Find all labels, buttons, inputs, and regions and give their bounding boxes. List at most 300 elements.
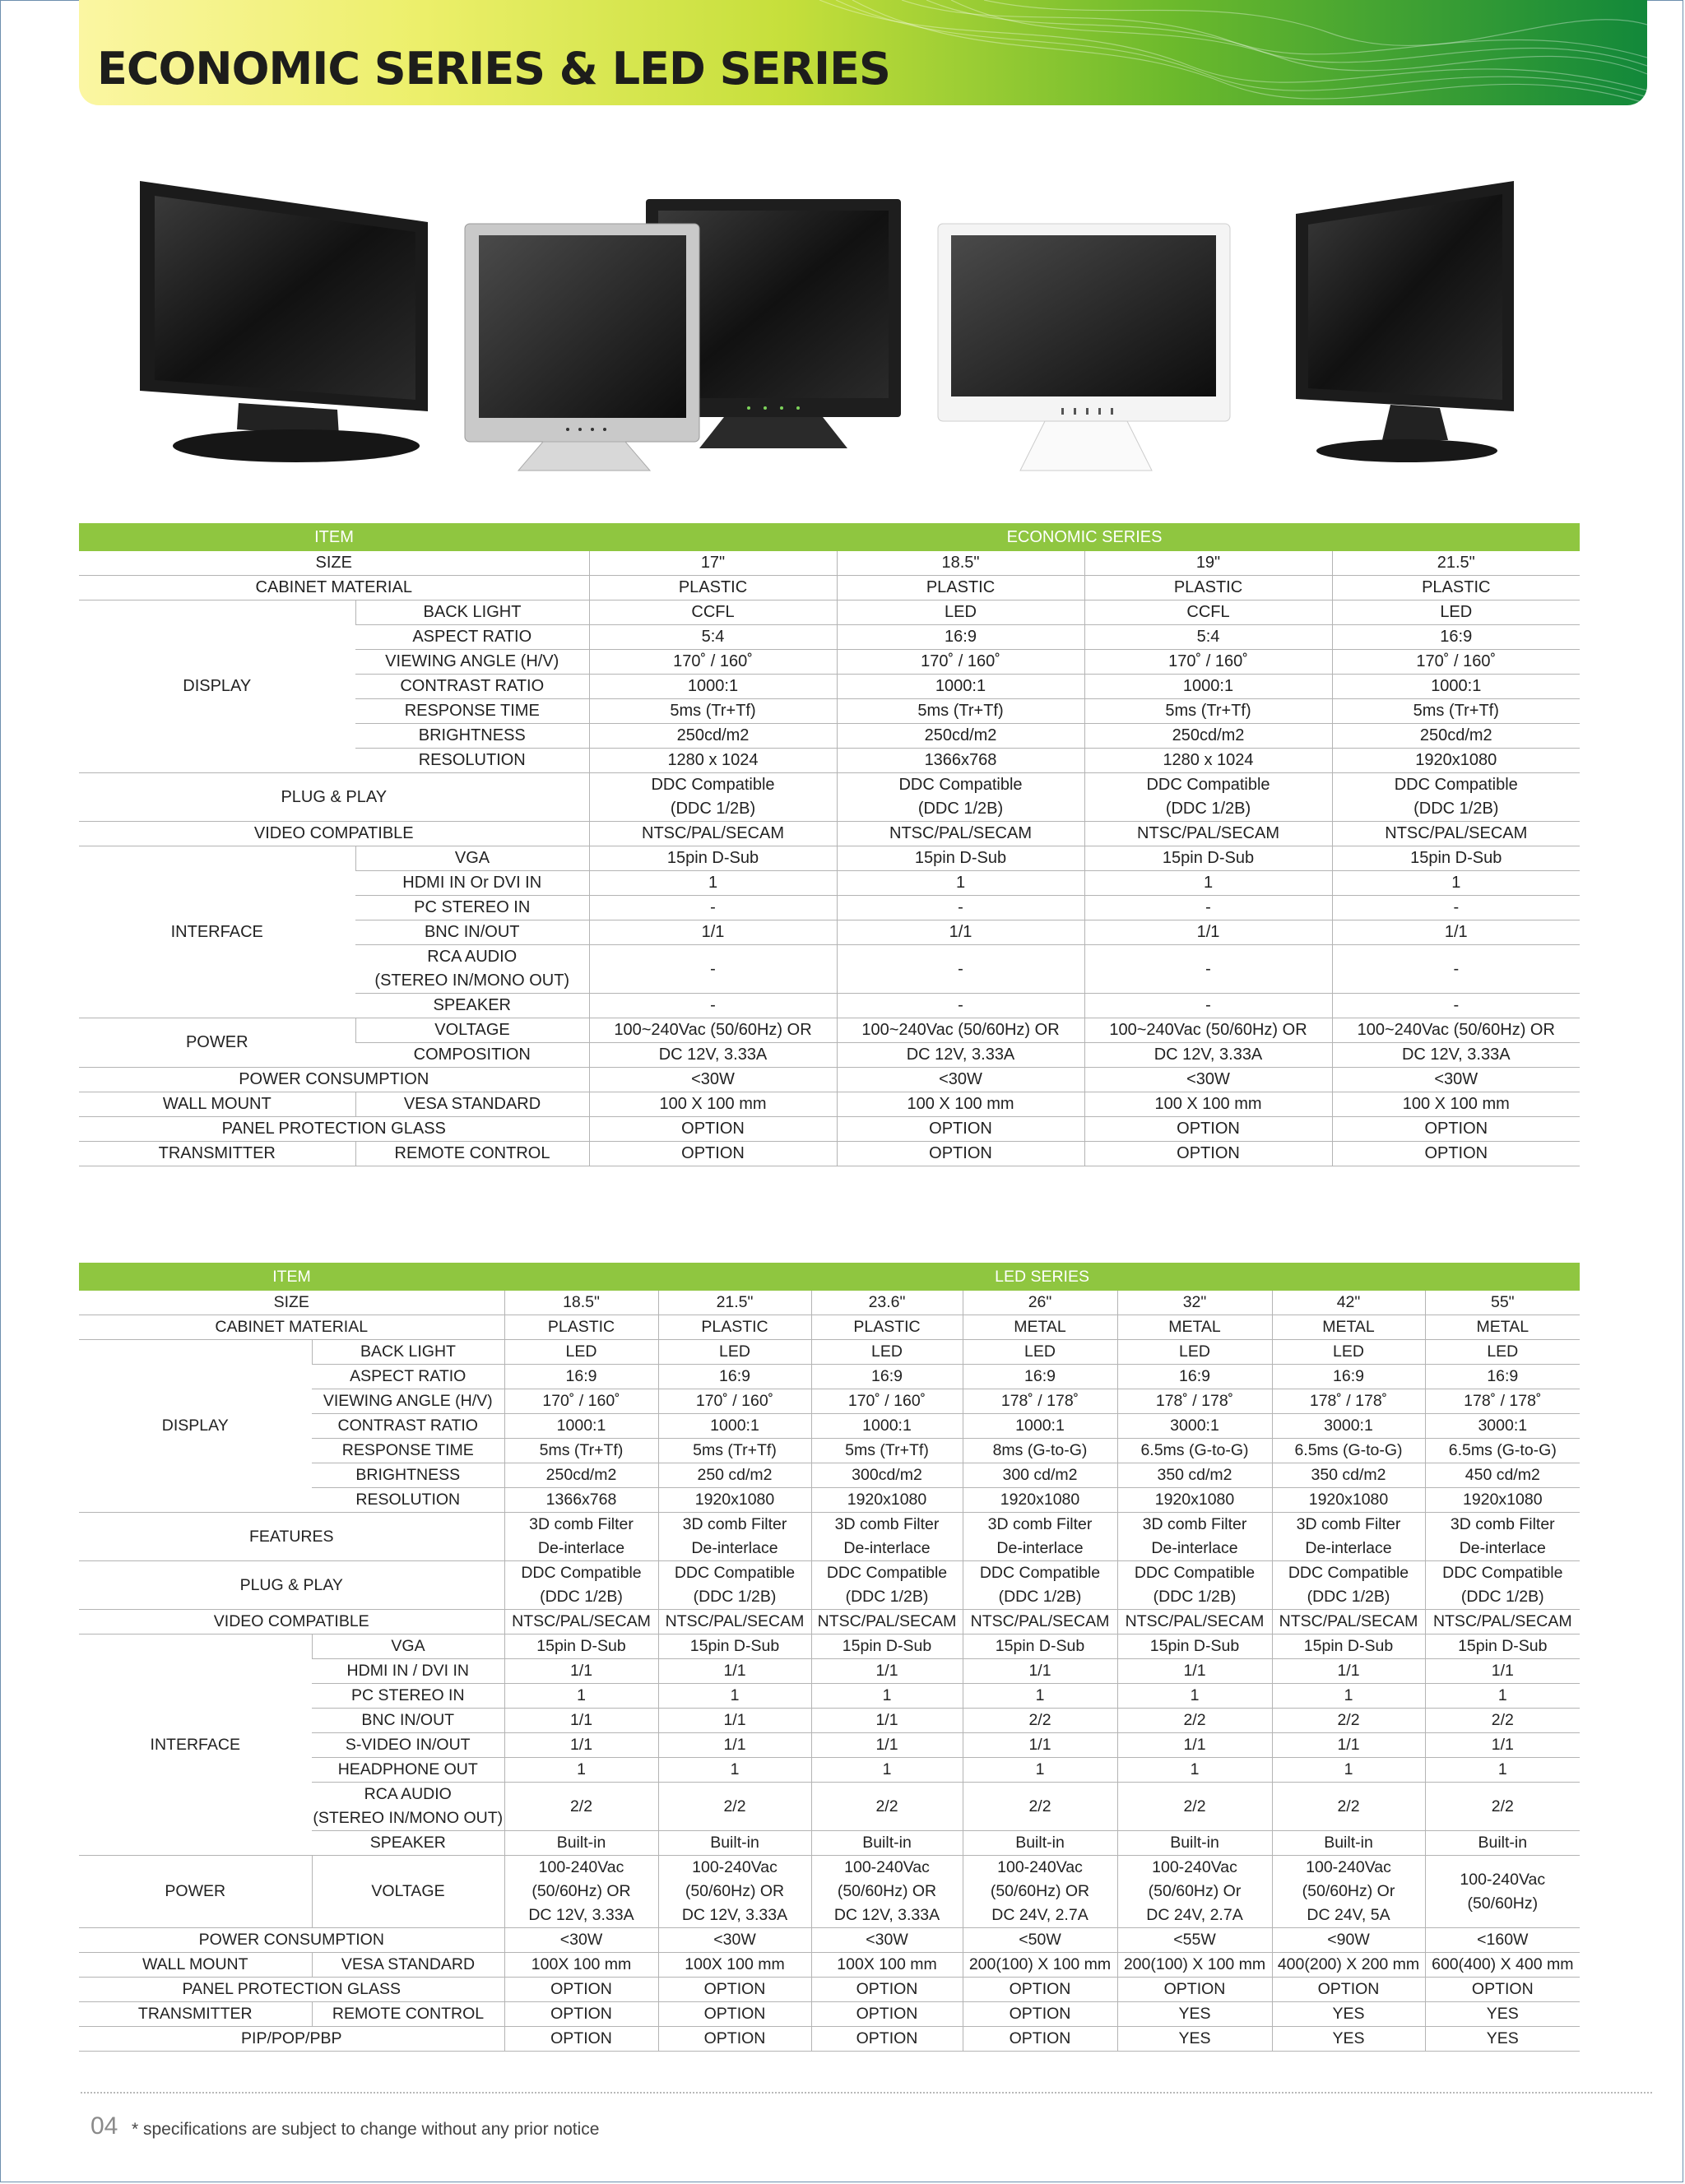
table-cell xyxy=(837,724,1084,749)
cell-text: LED xyxy=(1024,1342,1056,1361)
cell-text: Built-in xyxy=(862,1834,912,1852)
cell-text: (50/60Hz) OR xyxy=(837,1882,937,1900)
table-cell xyxy=(1084,724,1332,749)
table-cell xyxy=(1332,625,1580,650)
table-cell xyxy=(1084,920,1332,945)
table-cell xyxy=(811,1733,963,1758)
cell-text: Built-in xyxy=(556,1834,606,1852)
table-cell xyxy=(1332,1043,1580,1068)
cell-text: LED xyxy=(719,1342,750,1361)
table-cell xyxy=(963,1365,1117,1389)
table-cell xyxy=(837,846,1084,871)
table-cell xyxy=(355,871,589,896)
cell-text: NTSC/PAL/SECAM xyxy=(817,1612,957,1630)
table-cell xyxy=(1272,1488,1425,1513)
table-cell xyxy=(1117,1684,1272,1709)
cell-text: (STEREO IN/MONO OUT) xyxy=(313,1809,504,1827)
cell-text: 1/1 xyxy=(875,1711,898,1729)
table-cell xyxy=(1425,1831,1580,1856)
table-cell xyxy=(811,1684,963,1709)
cell-text: 100-240Vac xyxy=(844,1858,930,1876)
cell-text: HDMI IN Or DVI IN xyxy=(402,874,542,892)
table-row xyxy=(79,576,1580,600)
table-cell xyxy=(504,1684,658,1709)
cell-text: De-interlace xyxy=(1305,1539,1392,1557)
cell-text: 1/1 xyxy=(1028,1736,1051,1754)
table-cell xyxy=(963,2027,1117,2052)
table-row xyxy=(79,1315,1580,1340)
cell-text: TRANSMITTER xyxy=(137,2005,253,2023)
cell-text: LED xyxy=(1440,603,1473,621)
cell-text: DC 24V, 2.7A xyxy=(1146,1906,1243,1924)
table-cell xyxy=(837,551,1084,576)
cell-text: (DDC 1/2B) xyxy=(998,1588,1082,1606)
table-cell xyxy=(1117,1439,1272,1463)
table-cell xyxy=(1084,773,1332,822)
cell-text: 1920x1080 xyxy=(1000,1491,1080,1509)
table-cell xyxy=(504,1978,658,2002)
table-cell xyxy=(312,1414,504,1439)
table-cell xyxy=(811,1953,963,1978)
cell-text: DDC Compatible xyxy=(1134,1564,1256,1582)
cell-text: 18.5" xyxy=(941,554,980,572)
cell-text: LED xyxy=(565,1342,597,1361)
table-cell xyxy=(79,551,589,576)
table-cell xyxy=(1332,896,1580,920)
cell-text: DC 12V, 3.33A xyxy=(681,1906,788,1924)
table-cell xyxy=(1332,920,1580,945)
cell-text: 100 X 100 mm xyxy=(1402,1095,1510,1113)
cell-text: LED xyxy=(1487,1342,1519,1361)
cell-text: (50/60Hz) OR xyxy=(531,1882,631,1900)
monitor-black-angled xyxy=(1296,181,1514,462)
table-cell xyxy=(837,896,1084,920)
cell-text: - xyxy=(1453,898,1460,916)
cell-text: 100-240Vac xyxy=(538,1858,624,1876)
table-cell xyxy=(837,773,1084,822)
table-cell xyxy=(355,1092,589,1117)
table-cell xyxy=(811,1365,963,1389)
cell-text: 42" xyxy=(1336,1293,1361,1311)
table-cell xyxy=(312,1659,504,1684)
cell-text: 19" xyxy=(1195,554,1221,572)
table-cell xyxy=(811,1513,963,1561)
cell-text: 100-240Vac xyxy=(692,1858,778,1876)
table-cell xyxy=(79,2027,504,2052)
table-cell xyxy=(837,675,1084,699)
table-cell xyxy=(963,1856,1117,1928)
cell-text: 23.6" xyxy=(868,1293,906,1311)
cell-text: 5ms (Tr+Tf) xyxy=(845,1441,929,1459)
table-cell xyxy=(837,994,1084,1018)
table-cell xyxy=(963,1513,1117,1561)
table-cell xyxy=(589,625,837,650)
table-cell xyxy=(504,1831,658,1856)
table-cell xyxy=(1272,1561,1425,1610)
table-cell xyxy=(504,1561,658,1610)
table-cell xyxy=(811,1463,963,1488)
table-cell xyxy=(589,675,837,699)
table-cell xyxy=(1425,1513,1580,1561)
table-row xyxy=(79,600,1580,625)
cell-text: 300cd/m2 xyxy=(852,1466,922,1484)
cell-text: - xyxy=(1205,959,1211,978)
table-cell xyxy=(504,1709,658,1733)
table-row xyxy=(79,846,1580,871)
cell-text: DC 12V, 3.33A xyxy=(658,1046,768,1064)
cell-text: 1000:1 xyxy=(710,1417,759,1435)
table-cell xyxy=(963,1635,1117,1659)
cell-text: 1/1 xyxy=(1444,923,1468,941)
cell-text: 5:4 xyxy=(1196,628,1220,646)
table-cell xyxy=(1272,2002,1425,2027)
table-cell xyxy=(1332,773,1580,822)
page-number: 04 xyxy=(91,2112,118,2140)
table-cell xyxy=(1332,945,1580,994)
cell-text: - xyxy=(1205,996,1211,1014)
table-cell xyxy=(963,1439,1117,1463)
cell-text: BNC IN/OUT xyxy=(424,923,520,941)
table-cell xyxy=(1084,600,1332,625)
table-cell xyxy=(79,600,355,773)
table-cell xyxy=(312,1831,504,1856)
cell-text: - xyxy=(710,959,716,978)
table-cell xyxy=(1425,2002,1580,2027)
table-cell xyxy=(658,1340,811,1365)
cell-text: De-interlace xyxy=(1459,1539,1546,1557)
cell-text: 100~240Vac (50/60Hz) OR xyxy=(1109,1021,1307,1039)
cell-text: DDC Compatible xyxy=(826,1564,948,1582)
table-cell xyxy=(79,576,589,600)
cell-text: 1/1 xyxy=(1196,923,1220,941)
table-cell xyxy=(1272,1414,1425,1439)
table-cell xyxy=(312,1635,504,1659)
table-cell xyxy=(1117,1414,1272,1439)
table-cell xyxy=(963,1291,1117,1315)
cell-text: De-interlace xyxy=(1151,1539,1238,1557)
cell-text: (50/60Hz) OR xyxy=(685,1882,785,1900)
cell-text: CONTRAST RATIO xyxy=(337,1417,478,1435)
table-cell xyxy=(1332,822,1580,846)
table-cell xyxy=(312,1733,504,1758)
table-cell xyxy=(1425,1315,1580,1340)
cell-text: 250cd/m2 xyxy=(1419,726,1492,744)
cell-text: PLASTIC xyxy=(1422,578,1491,596)
table-cell xyxy=(963,1709,1117,1733)
cell-text: (DDC 1/2B) xyxy=(1165,800,1251,818)
table-cell xyxy=(1425,1488,1580,1513)
table-row xyxy=(79,1978,1580,2002)
table-cell xyxy=(1084,822,1332,846)
table-cell xyxy=(589,945,837,994)
table-row xyxy=(79,1561,1580,1610)
cell-text: 250 cd/m2 xyxy=(697,1466,773,1484)
cell-text: 100-240Vac xyxy=(997,1858,1083,1876)
table-cell xyxy=(355,650,589,675)
table-cell xyxy=(589,749,837,773)
cell-text: YES xyxy=(1486,2029,1519,2047)
table-cell xyxy=(355,1018,589,1043)
cell-text: TRANSMITTER xyxy=(158,1144,276,1162)
cell-text: 1366x768 xyxy=(924,751,997,769)
cell-text: NTSC/PAL/SECAM xyxy=(642,824,784,842)
cell-text: POWER xyxy=(165,1882,226,1900)
cell-text: 1/1 xyxy=(569,1711,593,1729)
cell-text: 1/1 xyxy=(723,1736,746,1754)
cell-text: 15pin D-Sub xyxy=(842,1637,932,1655)
table-cell xyxy=(658,1439,811,1463)
table-cell xyxy=(355,724,589,749)
table-cell xyxy=(963,1928,1117,1953)
cell-text: BNC IN/OUT xyxy=(361,1711,455,1729)
cell-text: 250cd/m2 xyxy=(545,1466,617,1484)
cell-text: 16:9 xyxy=(1179,1367,1210,1385)
cell-text: DDC Compatible xyxy=(979,1564,1101,1582)
cell-text: 32" xyxy=(1182,1293,1207,1311)
table-cell xyxy=(504,1414,658,1439)
cell-text: DDC Compatible xyxy=(1394,776,1518,794)
cell-text: 1/1 xyxy=(1028,1662,1051,1680)
table-cell xyxy=(79,1953,312,1978)
cell-text: 1 xyxy=(1344,1760,1353,1778)
table-cell xyxy=(355,846,589,871)
cell-text: 350 cd/m2 xyxy=(1311,1466,1386,1484)
table-cell xyxy=(355,675,589,699)
table-cell xyxy=(1117,1463,1272,1488)
cell-text: NTSC/PAL/SECAM xyxy=(1385,824,1528,842)
table-cell xyxy=(1332,675,1580,699)
table-cell xyxy=(811,1414,963,1439)
cell-text: DC 12V, 3.33A xyxy=(906,1046,1015,1064)
cell-text: BACK LIGHT xyxy=(360,1342,456,1361)
cell-text: INTERFACE xyxy=(170,922,263,941)
cell-text: VGA xyxy=(391,1637,425,1655)
table-cell xyxy=(658,1953,811,1978)
cell-text: FEATURES xyxy=(248,1527,334,1546)
cell-text: 1 xyxy=(1190,1760,1200,1778)
cell-text: 2/2 xyxy=(569,1797,593,1815)
table-cell xyxy=(811,1439,963,1463)
table-cell xyxy=(837,1142,1084,1166)
cell-text: 1 xyxy=(577,1760,586,1778)
table-cell xyxy=(1272,1928,1425,1953)
table-cell xyxy=(1425,1463,1580,1488)
table-cell xyxy=(1084,576,1332,600)
table-cell xyxy=(1272,1831,1425,1856)
cell-text: WALL MOUNT xyxy=(162,1095,272,1113)
cell-text: 178˚ / 178˚ xyxy=(1309,1392,1388,1410)
cell-text: Built-in xyxy=(1478,1834,1528,1852)
table-row xyxy=(79,773,1580,822)
table-cell xyxy=(504,1610,658,1635)
table-cell xyxy=(355,1043,589,1068)
table-cell xyxy=(1117,1978,1272,2002)
cell-text: - xyxy=(1205,898,1211,916)
table-cell xyxy=(963,1831,1117,1856)
cell-text: (DDC 1/2B) xyxy=(1153,1588,1237,1606)
cell-text: 3000:1 xyxy=(1170,1417,1219,1435)
cell-text: OPTION xyxy=(856,2005,918,2023)
cell-text: <55W xyxy=(1173,1931,1216,1949)
cell-text: 6.5ms (G-to-G) xyxy=(1294,1441,1403,1459)
cell-text: PLUG & PLAY xyxy=(239,1575,343,1594)
cell-text: S-VIDEO IN/OUT xyxy=(345,1736,471,1754)
table-cell xyxy=(1117,1488,1272,1513)
table-cell xyxy=(837,650,1084,675)
cell-text: PLASTIC xyxy=(1173,578,1243,596)
table-cell xyxy=(1425,1684,1580,1709)
table-row xyxy=(79,2002,1580,2027)
cell-text: LED xyxy=(1333,1342,1364,1361)
table-cell xyxy=(589,994,837,1018)
cell-text: NTSC/PAL/SECAM xyxy=(512,1612,651,1630)
table-cell xyxy=(504,1463,658,1488)
table-cell xyxy=(1425,2027,1580,2052)
table-cell xyxy=(1084,846,1332,871)
cell-text: 15pin D-Sub xyxy=(1458,1637,1548,1655)
table-cell xyxy=(1084,625,1332,650)
cell-text: <160W xyxy=(1477,1931,1529,1949)
table-cell xyxy=(589,1117,837,1142)
table-cell xyxy=(355,994,589,1018)
table-cell xyxy=(1332,749,1580,773)
table-cell xyxy=(1084,1043,1332,1068)
cell-text: (50/60Hz) Or xyxy=(1148,1882,1242,1900)
table-row xyxy=(79,551,1580,576)
led-header-row xyxy=(79,1263,1580,1291)
cell-text: 1 xyxy=(1497,1686,1507,1704)
table-cell xyxy=(1117,1831,1272,1856)
cell-text: 16:9 xyxy=(1487,1367,1519,1385)
cell-text: <30W xyxy=(1186,1070,1230,1088)
cell-text: <30W xyxy=(691,1070,735,1088)
table-cell xyxy=(1332,871,1580,896)
cell-text: DDC Compatible xyxy=(1442,1564,1563,1582)
table-cell xyxy=(837,1068,1084,1092)
table-cell xyxy=(1117,1561,1272,1610)
cell-text: OPTION xyxy=(550,1980,612,1998)
cell-text: 100 X 100 mm xyxy=(1154,1095,1262,1113)
cell-text: ASPECT RATIO xyxy=(412,628,532,646)
table-row xyxy=(79,822,1580,846)
cell-text: DDC Compatible xyxy=(674,1564,796,1582)
table-cell xyxy=(589,1068,837,1092)
table-cell xyxy=(658,1709,811,1733)
cell-text: OPTION xyxy=(1177,1144,1240,1162)
table-cell xyxy=(658,1978,811,2002)
table-cell xyxy=(1084,994,1332,1018)
table-cell xyxy=(1117,1758,1272,1783)
table-cell xyxy=(658,1463,811,1488)
table-cell xyxy=(1332,1092,1580,1117)
table-cell xyxy=(658,1635,811,1659)
cell-text: De-interlace xyxy=(691,1539,778,1557)
table-cell xyxy=(811,1758,963,1783)
cell-text: 300 cd/m2 xyxy=(1002,1466,1078,1484)
cell-text: VIDEO COMPATIBLE xyxy=(213,1612,369,1630)
table-cell xyxy=(811,1315,963,1340)
table-cell xyxy=(312,1709,504,1733)
cell-text: - xyxy=(958,996,963,1014)
cell-text: LED xyxy=(945,603,977,621)
table-cell xyxy=(963,1389,1117,1414)
table-cell xyxy=(355,945,589,994)
cell-text: RESPONSE TIME xyxy=(341,1441,474,1459)
cell-text: OPTION xyxy=(703,2005,766,2023)
table-cell xyxy=(1272,1610,1425,1635)
table-cell xyxy=(79,1513,504,1561)
cell-text: 1000:1 xyxy=(1431,677,1482,695)
table-cell xyxy=(1425,1978,1580,2002)
cell-text: 350 cd/m2 xyxy=(1157,1466,1232,1484)
table-cell xyxy=(811,1783,963,1831)
cell-text: WALL MOUNT xyxy=(142,1955,248,1973)
cell-text: 55" xyxy=(1490,1293,1515,1311)
cell-text: CABINET MATERIAL xyxy=(215,1318,369,1336)
table-cell xyxy=(79,773,589,822)
cell-text: 250cd/m2 xyxy=(676,726,750,744)
table-cell xyxy=(1084,1068,1332,1092)
cell-text: 100~240Vac (50/60Hz) OR xyxy=(861,1021,1060,1039)
cell-text: 15pin D-Sub xyxy=(536,1637,626,1655)
table-cell xyxy=(79,1340,312,1513)
table-cell xyxy=(658,1365,811,1389)
cell-text: 2/2 xyxy=(1491,1797,1514,1815)
table-cell xyxy=(1084,1117,1332,1142)
table-cell xyxy=(504,1389,658,1414)
monitor-wide-black xyxy=(140,181,428,462)
cell-text: 3D comb Filter xyxy=(1142,1515,1247,1533)
cell-text: 5ms (Tr+Tf) xyxy=(693,1441,777,1459)
cell-text: 15pin D-Sub xyxy=(1410,849,1502,867)
cell-text: 16:9 xyxy=(1333,1367,1364,1385)
cell-text: - xyxy=(958,959,963,978)
cell-text: 2/2 xyxy=(875,1797,898,1815)
cell-text: PC STEREO IN xyxy=(414,898,531,916)
cell-text: 2/2 xyxy=(1028,1711,1051,1729)
cell-text: 600(400) X 400 mm xyxy=(1432,1955,1574,1973)
cell-text: CONTRAST RATIO xyxy=(400,677,545,695)
economic-table-body xyxy=(79,551,1580,1166)
table-cell xyxy=(837,600,1084,625)
cell-text: 3D comb Filter xyxy=(529,1515,634,1533)
table-cell xyxy=(1117,1856,1272,1928)
table-cell xyxy=(504,1783,658,1831)
cell-text: OPTION xyxy=(550,2005,612,2023)
table-cell xyxy=(1117,1953,1272,1978)
cell-text: DC 12V, 3.33A xyxy=(528,1906,634,1924)
table-cell xyxy=(658,1414,811,1439)
table-cell xyxy=(504,1365,658,1389)
table-cell xyxy=(589,920,837,945)
table-cell xyxy=(1425,1340,1580,1365)
table-cell xyxy=(1084,675,1332,699)
table-cell xyxy=(312,1365,504,1389)
cell-text: RCA AUDIO xyxy=(427,948,518,966)
table-cell xyxy=(589,822,837,846)
table-cell xyxy=(1084,871,1332,896)
cell-text: 100~240Vac (50/60Hz) OR xyxy=(614,1021,812,1039)
cell-text: Built-in xyxy=(1015,1834,1065,1852)
table-cell xyxy=(589,1142,837,1166)
cell-text: METAL xyxy=(1476,1318,1529,1336)
cell-text: 1000:1 xyxy=(687,677,739,695)
table-cell xyxy=(504,1953,658,1978)
table-cell xyxy=(963,1978,1117,2002)
cell-text: (50/60Hz) OR xyxy=(990,1882,1090,1900)
cell-text: 170˚ / 160˚ xyxy=(1168,652,1248,670)
cell-text: De-interlace xyxy=(843,1539,931,1557)
